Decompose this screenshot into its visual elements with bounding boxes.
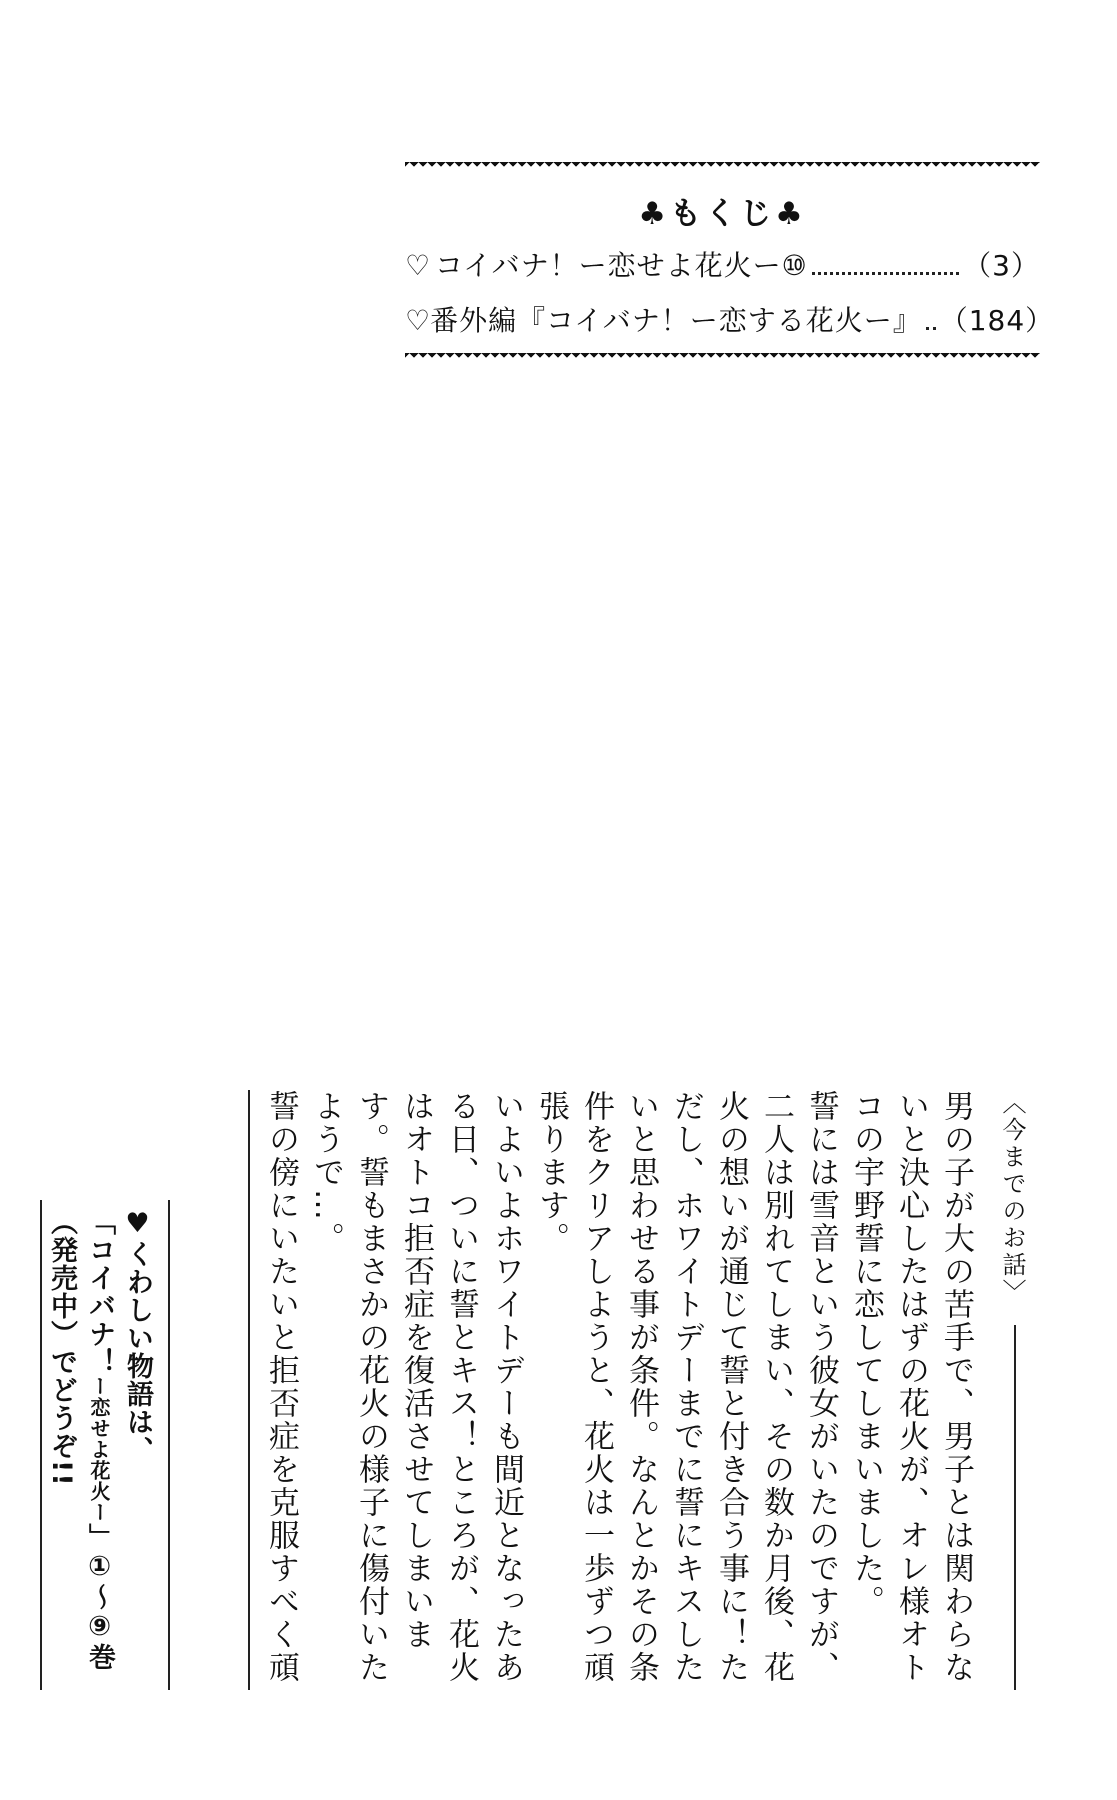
note-series-title: 「コイバナ！ xyxy=(84,1208,115,1376)
toc-entry-page: （184） xyxy=(939,304,1055,337)
heart-icon: ♡ xyxy=(405,249,431,282)
zigzag-border-top xyxy=(405,162,1040,171)
toc-entry-extra[interactable] xyxy=(405,299,1055,339)
series-note xyxy=(40,1200,170,1690)
summary-paragraph: 誓の傍にいたいと拒否症を克服すべく頑 xyxy=(263,1090,299,1684)
zigzag-border-bottom xyxy=(405,353,1040,362)
heart-icon: ♡ xyxy=(405,304,431,337)
summary-paragraph: いよいよホワイトデーも間近となったある日、ついに誓とキス！ところが、花火はオトコ拒否症を復活させてしまいます。誓もまさかの花火の様子に傷付いたようで…。 xyxy=(308,1090,524,1684)
note-line-1: ♥くわしい物語は、 xyxy=(122,1208,153,1464)
note-line-2 xyxy=(80,1208,118,1688)
table-of-contents xyxy=(405,162,1055,362)
note-text xyxy=(42,1208,156,1688)
summary-body xyxy=(258,1090,978,1690)
toc-entry-label: 番外編『コイバナ！ー恋する花火ー』 xyxy=(430,304,922,337)
note-line-3: （発売中）でどうぞ!! xyxy=(46,1208,77,1487)
note-series-subtitle: ー恋せよ花火ー xyxy=(87,1376,111,1523)
dot-leader xyxy=(926,327,936,330)
toc-entry-page: （3） xyxy=(963,249,1040,282)
toc-title: ♣もくじ♣ xyxy=(638,196,807,232)
note-volumes: 」①〜⑨巻 xyxy=(84,1523,115,1671)
heading-rule xyxy=(1014,1325,1016,1690)
summary-paragraph: 誓には雪音という彼女がいたのですが、二人は別れてしまい、その数か月後、花火の想いが通じて誓と付き合う事に！ただし、ホワイトデーまでに誓にキスしたいと思わせる事が条件。なんとかその条件をクリアしようと、花火は一歩ずつ頑張ります。 xyxy=(533,1090,839,1684)
summary-heading: 〈今までのお話〉 xyxy=(998,1090,1026,1306)
summary-paragraph: 男の子が大の苦手で、男子とは関わらないと決心したはずの花火が、オレ様オトコの宇野誓に恋してしまいました。 xyxy=(848,1090,974,1684)
toc-entry-main[interactable] xyxy=(405,244,1040,284)
story-summary xyxy=(248,1090,1030,1690)
note-rule-right xyxy=(168,1200,170,1690)
toc-entry-label: コイバナ！ー恋せよ花火ー⑩ xyxy=(435,249,808,282)
dot-leader xyxy=(812,272,959,275)
